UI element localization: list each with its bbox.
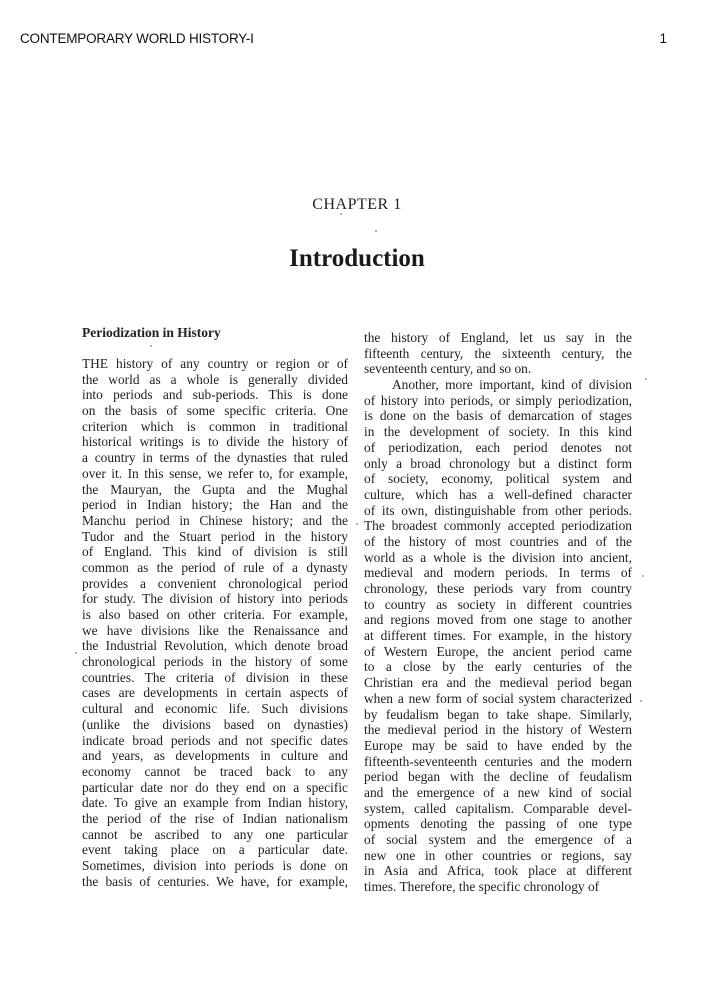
text-line: at different times. For example, in the history (364, 628, 632, 644)
text-line: THE history of any country or region or of (82, 356, 348, 371)
text-line: chronological periods in the history of some (82, 654, 348, 670)
scan-speck (150, 345, 152, 347)
text-line: system, called capitalism. Comparable devel- (364, 800, 632, 816)
text-line: the period of the rise of Indian nationalism (82, 810, 348, 826)
text-line: the basis of centuries. We have, for example, (82, 873, 348, 889)
text-line: Manchu period in Chinese history; and the (82, 512, 348, 528)
text-line: criterion which is common in traditional (82, 418, 348, 434)
text-line: cases are developments in certain aspects of (82, 685, 348, 701)
scan-speck (340, 213, 342, 215)
text-line: particular date nor do they end on a specific (82, 779, 348, 795)
text-line: provides a convenient chronological period (82, 575, 348, 591)
text-line: fifteenth century, the sixteenth century, the (364, 345, 632, 361)
text-line: times. Therefore, the specific chronology of (364, 879, 600, 895)
text-line: of history into periods, or simply periodization, (364, 392, 632, 408)
scan-speck (375, 230, 377, 232)
text-line: world as a whole is the division into ancient, (364, 549, 632, 565)
text-line: historical writings is to divide the history of (82, 434, 348, 450)
text-line: to a close by the early centuries of the (364, 659, 632, 675)
text-line: seventeenth century, and so on. (364, 361, 532, 377)
text-line: medieval and modern periods. In terms of (364, 565, 632, 581)
text-line: for study. The division of history into periods (82, 591, 348, 607)
text-line: Another, more important, kind of division (392, 377, 632, 393)
left-column (82, 322, 348, 889)
text-line: of England. This kind of division is still (82, 544, 348, 560)
text-line: period in Indian history; the Han and the (82, 497, 348, 513)
text-line: Sometimes, division into periods is done on (82, 858, 348, 873)
text-line: only a broad chronology but a distinct form (364, 455, 632, 471)
text-line: the Mauryan, the Gupta and the Mughal (82, 481, 348, 497)
text-line: and the emergence of a new kind of social (364, 784, 632, 800)
text-line: cannot be ascribed to any one particular (82, 826, 348, 842)
right-column-text (364, 330, 632, 895)
text-line: cultural and economic life. Such divisions (82, 701, 348, 717)
text-line: of periodization, each period denotes not (364, 439, 632, 455)
text-line: in Asia and Africa, took place at different (364, 863, 632, 879)
text-line: of social system and the emergence of a (364, 832, 632, 847)
scan-speck (640, 700, 642, 702)
chapter-title: Introduction (289, 245, 425, 272)
text-line: and years, as developments in culture and (82, 748, 348, 764)
text-line: Tudor and the Stuart period in the history (82, 528, 348, 544)
left-column-text (82, 356, 348, 889)
text-line: period began with the decline of feudalism (364, 769, 632, 785)
text-line: Christian era and the medieval period began (364, 675, 632, 691)
scan-speck (356, 523, 358, 525)
page-number: 1 (659, 31, 667, 46)
text-line: of society, economy, political system and (364, 471, 632, 487)
text-line: of its own, distinguishable from other periods. (364, 502, 632, 518)
text-line: common as the period of rule of a dynasty (82, 559, 348, 575)
text-line: and regions moved from one stage to another (364, 612, 632, 628)
scan-speck (642, 575, 644, 577)
text-line: is done on the basis of demarcation of stages (364, 408, 632, 424)
text-line: of the history of most countries and of the (364, 533, 632, 549)
text-line: indicate broad periods and not specific dates (82, 732, 348, 748)
text-line: chronology, these periods vary from country (364, 581, 632, 596)
text-line: the Industrial Revolution, which denote broad (82, 638, 348, 654)
text-line: fifteenth-seventeenth centuries and the modern (364, 753, 632, 769)
text-line: countries. The criteria of division in these (82, 669, 348, 685)
text-line: is also based on other criteria. For example, (82, 607, 348, 622)
text-line: by feudalism began to take shape. Similarly, (364, 706, 632, 722)
text-line: The broadest commonly accepted periodization (364, 518, 632, 534)
text-line: on the basis of some specific criteria. One (82, 403, 348, 419)
text-line: over it. In this sense, we refer to, for example, (82, 465, 348, 481)
text-line: new one in other countries or regions, say (364, 847, 632, 863)
running-title: CONTEMPORARY WORLD HISTORY-I (20, 31, 254, 46)
text-line: culture, which has a well-defined character (364, 486, 632, 502)
text-line: event taking place on a particular date. (82, 842, 348, 858)
text-line: the medieval period in the history of Western (364, 722, 632, 738)
text-line: we have divisions like the Renaissance and (82, 622, 348, 638)
right-column (364, 330, 632, 895)
scan-speck (645, 378, 647, 380)
text-line: date. To give an example from Indian history, (82, 795, 348, 811)
text-line: of Western Europe, the ancient period came (364, 643, 632, 659)
text-line: in the development of society. In this kind (364, 424, 632, 440)
text-line: Europe may be said to have ended by the (364, 737, 632, 753)
scan-speck (75, 652, 77, 654)
text-line: when a new form of social system characterized (364, 690, 632, 706)
text-line: to country as society in different countries (364, 596, 632, 612)
text-line: (unlike the divisions based on dynasties) (82, 716, 348, 732)
text-line: opments denoting the passing of one type (364, 816, 632, 832)
text-line: a country in terms of the dynasties that ruled (82, 450, 348, 466)
section-heading: Periodization in History (82, 325, 221, 340)
text-line: the history of England, let us say in the (364, 330, 632, 345)
text-line: economy cannot be traced back to any (82, 763, 348, 779)
chapter-label: CHAPTER 1 (312, 196, 402, 213)
text-line: into periods and sub-periods. This is done (82, 387, 348, 403)
text-line: the world as a whole is generally divided (82, 371, 348, 387)
